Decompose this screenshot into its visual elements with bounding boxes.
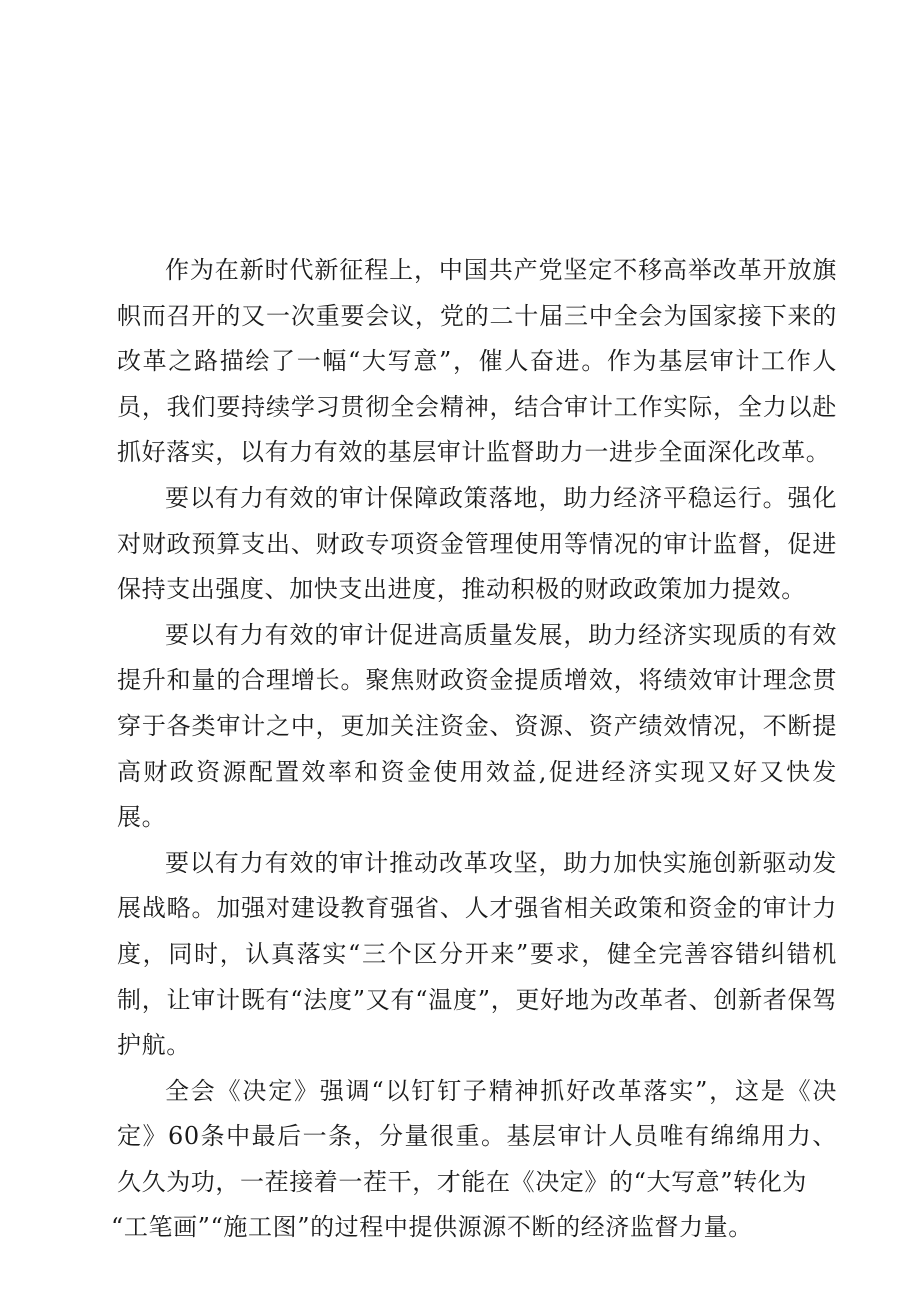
document-body: [111, 248, 837, 1251]
paragraph-5-continuation: “工笔画”“施工图”的过程中提供源源不断的经济监督力量。: [111, 1213, 753, 1242]
paragraph-5: 全会《决定》强调“以钉钉子精神抓好改革落实”，这是《决定》60条中最后一条，分量很重。基层审计人员唯有绵绵用力、久久为功，一茬接着一茬干，才能在《决定》的“大写意”转化为: [117, 1076, 837, 1196]
paragraph-2: 要以有力有效的审计保障政策落地，助力经济平稳运行。强化对财政预算支出、财政专项资金管理使用等情况的审计监督，促进保持支出强度、加快支出进度，推动积极的财政政策加力提效。: [117, 483, 837, 604]
paragraph-3: 要以有力有效的审计促进高质量发展，助力经济实现质的有效提升和量的合理增长。聚焦财政资金提质增效，将绩效审计理念贯穿于各类审计之中，更加关注资金、资源、资产绩效情况，不断提高财政资源配置效率和资金使用效益,促进经济实现又好又快发展。: [117, 620, 837, 832]
paragraph-4: 要以有力有效的审计推动改革攻坚，助力加快实施创新驱动发展战略。加强对建设教育强省、人才强省相关政策和资金的审计力度，同时，认真落实“三个区分开来”要求，健全完善容错纠错机制，让审计既有“法度”又有“温度”，更好地为改革者、创新者保驾护航。: [117, 848, 837, 1060]
paragraph-1: 作为在新时代新征程上，中国共产党坚定不移高举改革开放旗帜而召开的又一次重要会议，党的二十届三中全会为国家接下来的改革之路描绘了一幅“大写意”，催人奋进。作为基层审计工作人员，我们要持续学习贯彻全会精神，结合审计工作实际，全力以赴抓好落实，以有力有效的基层审计监督助力一进步全面深化改革。: [117, 256, 837, 467]
